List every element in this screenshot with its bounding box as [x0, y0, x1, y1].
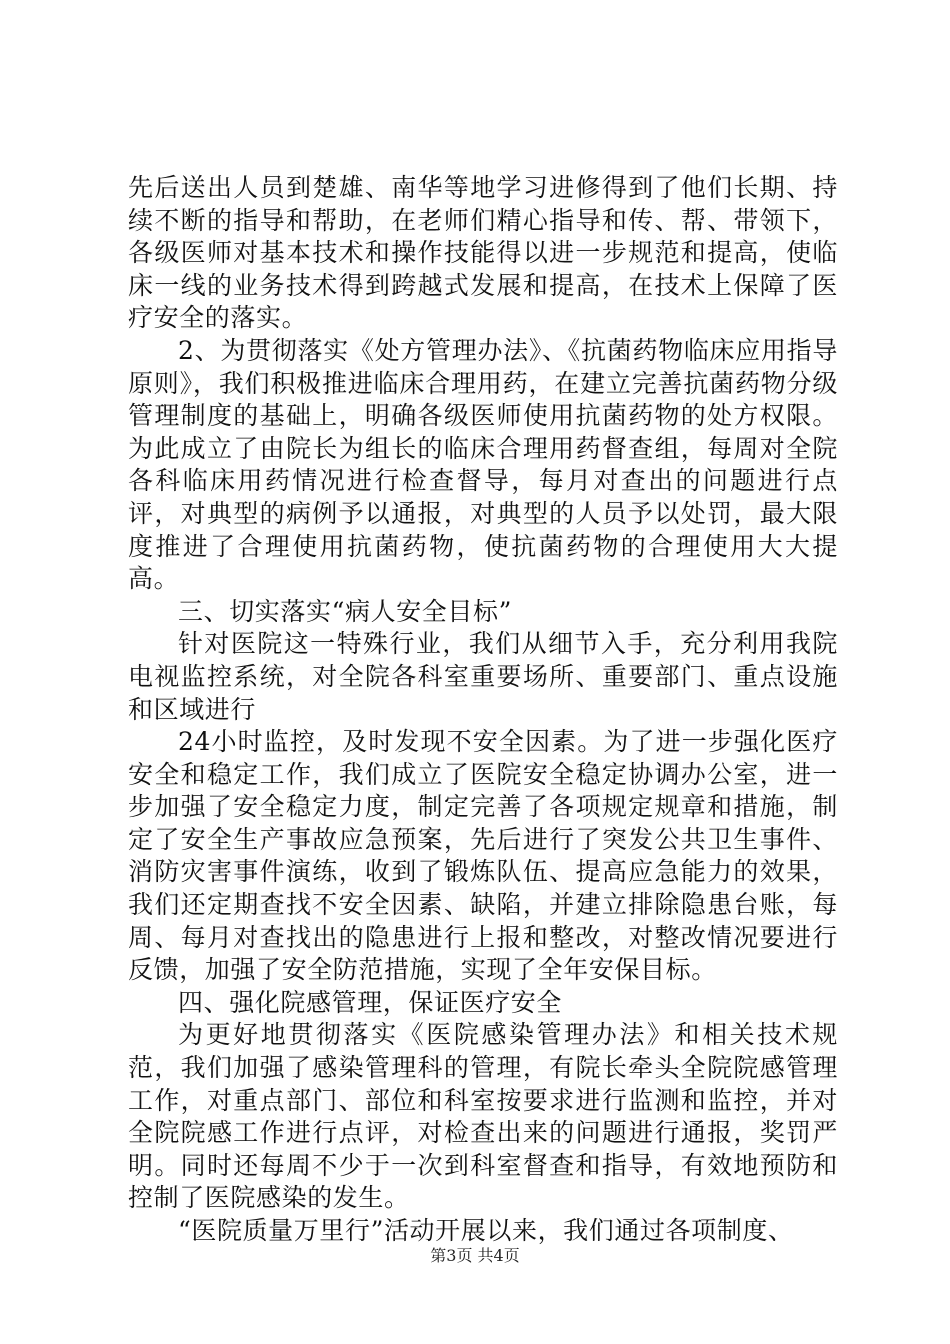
paragraph-continuation: 先后送出人员到楚雄、南华等地学习进修得到了他们长期、持续不断的指导和帮助，在老师们精心指导和传、帮、带领下，各级医师对基本技术和操作技能得以进一步规范和提高，使临床一线的业务技术得到跨越式发展和提高，在技术上保障了医疗安全的落实。: [128, 173, 838, 333]
paragraph-quality-campaign: “医院质量万里行”活动开展以来，我们通过各项制度、: [178, 1216, 794, 1245]
section-heading-infection-control: 四、强化院感管理，保证医疗安全: [178, 987, 563, 1017]
paragraph-video-monitoring: 针对医院这一特殊行业，我们从细节入手，充分利用我院电视监控系统，对全院各科室重要场所、重要部门、重点设施和区域进行: [128, 629, 838, 724]
document-body: [128, 172, 838, 1248]
paragraph-security-measures: 24小时监控，及时发现不安全因素。为了进一步强化医疗安全和稳定工作，我们成立了医院安全稳定协调办公室，进一步加强了安全稳定力度，制定完善了各项规定规章和措施，制定了安全生产事故应急预案，先后进行了突发公共卫生事件、消防灾害事件演练，收到了锻炼队伍、提高应急能力的效果，我们还定期查找不安全因素、缺陷，并建立排除隐患台账，每周、每月对查找出的隐患进行上报和整改，对整改情况要进行反馈，加强了安全防范措施，实现了全年安保目标。: [128, 727, 838, 985]
section-heading-patient-safety: 三、切实落实“病人安全目标”: [178, 596, 512, 626]
page-footer: 第3页 共4页: [430, 1246, 520, 1265]
paragraph-infection-management: 为更好地贯彻落实《医院感染管理办法》和相关技术规范，我们加强了感染管理科的管理，有院长牵头全院院感管理工作，对重点部门、部位和科室按要求进行监测和监控，并对全院院感工作进行点评，对检查出来的问题进行通报，奖罚严明。同时还每周不少于一次到科室督查和指导，有效地预防和控制了医院感染的发生。: [128, 1020, 838, 1213]
paragraph-rational-drug-use: 2、为贯彻落实《处方管理办法》、《抗菌药物临床应用指导原则》，我们积极推进临床合理用药，在建立完善抗菌药物分级管理制度的基础上，明确各级医师使用抗菌药物的处方权限。为此成立了由院长为组长的临床合理用药督查组，每周对全院各科临床用药情况进行检查督导，每月对查出的问题进行点评，对典型的病例予以通报，对典型的人员予以处罚，最大限度推进了合理使用抗菌药物，使抗菌药物的合理使用大大提高。: [128, 335, 838, 594]
